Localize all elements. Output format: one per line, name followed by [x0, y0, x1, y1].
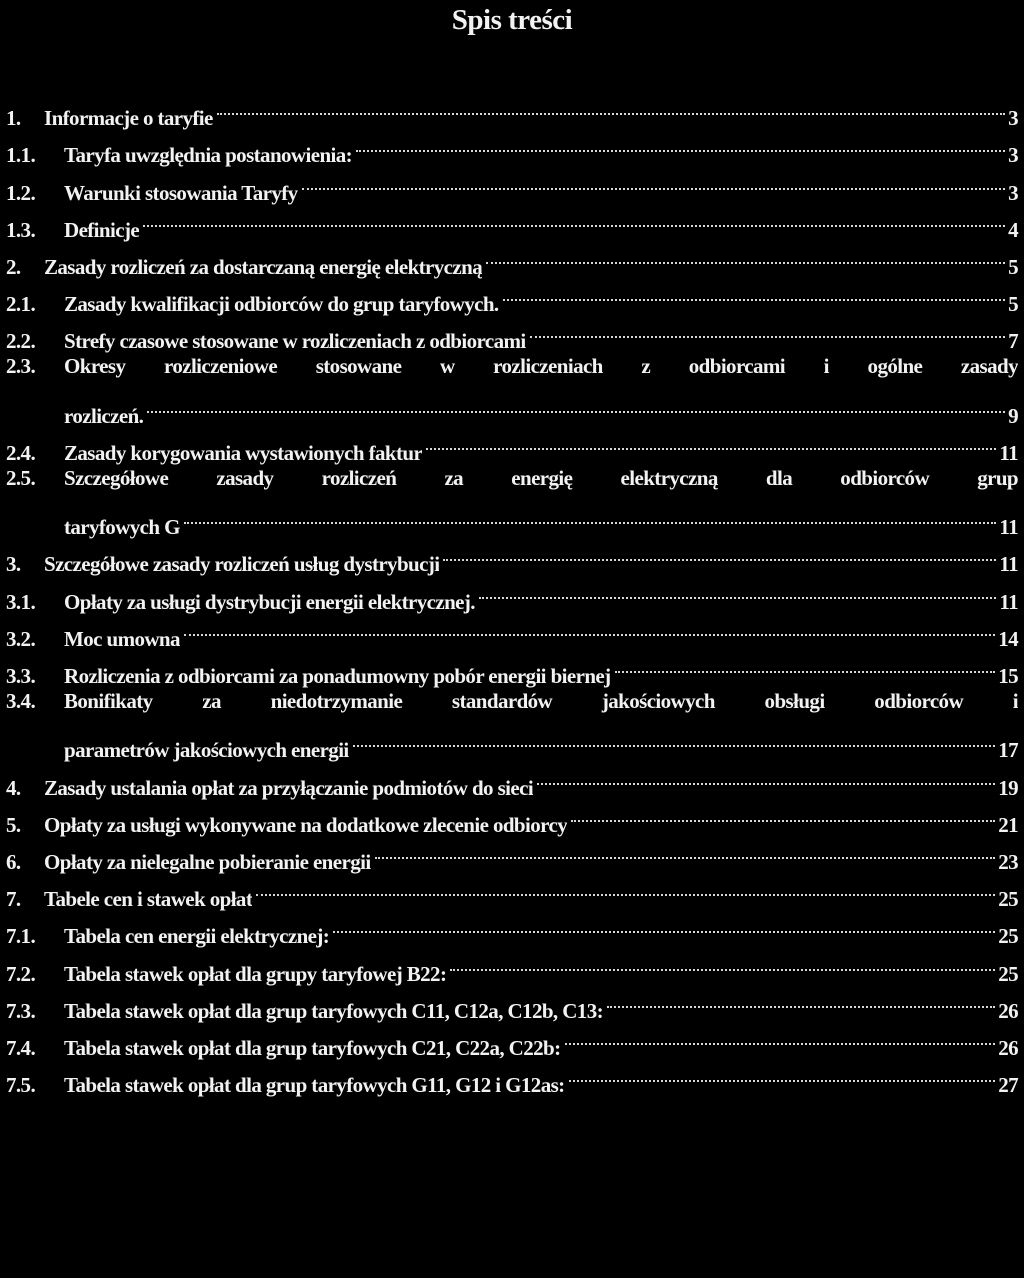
toc-entry-number: 7.2. [6, 961, 36, 986]
toc-entry-title: Rozliczenia z odbiorcami za ponadumowny pobór energii biernej [64, 664, 611, 688]
toc-entry-title: Zasady ustalania opłat za przyłączanie podmiotów do sieci [44, 775, 534, 800]
toc-entry[interactable] [6, 757, 1018, 800]
toc-page-number: 11 [999, 515, 1018, 540]
toc-entry-number: 1.3. [6, 217, 36, 242]
toc-entry[interactable] [6, 1018, 1018, 1060]
toc-entry-number: 1. [6, 106, 21, 131]
toc-entry-number: 5. [6, 812, 21, 837]
toc-dot-leader [530, 311, 1005, 348]
toc-entry[interactable] [6, 348, 1018, 428]
toc-entry[interactable] [6, 1055, 1018, 1098]
toc-dot-leader [184, 497, 996, 534]
toc-entry[interactable] [6, 646, 1018, 688]
toc-entry[interactable] [6, 571, 1018, 614]
toc-entry[interactable] [6, 88, 1018, 131]
toc-page-number: 4 [1008, 217, 1018, 242]
toc-page-number: 25 [998, 924, 1018, 949]
toc-entry[interactable] [6, 274, 1018, 317]
toc-entry[interactable] [6, 795, 1018, 837]
toc-page-number: 3 [1008, 180, 1018, 205]
toc-dot-leader [486, 237, 1005, 274]
toc-dot-leader [184, 609, 995, 646]
toc-entry-title: Moc umowna [64, 626, 180, 651]
toc-entry[interactable] [6, 237, 1018, 279]
toc-dot-leader [571, 795, 995, 832]
toc-entry[interactable] [6, 125, 1018, 168]
toc-entry-number: 7. [6, 887, 21, 912]
toc-page-number: 9 [1008, 403, 1018, 428]
toc-page-number: 23 [998, 849, 1018, 874]
toc-page-number: 26 [998, 998, 1018, 1023]
toc-page-number: 25 [998, 961, 1018, 986]
toc-dot-leader [450, 943, 995, 980]
table-of-contents [6, 88, 1018, 1098]
toc-entry[interactable] [6, 200, 1018, 242]
toc-entry[interactable] [6, 683, 1018, 763]
toc-entry-number: 7.5. [6, 1073, 36, 1098]
toc-entry-title: Opłaty za usługi dystrybucji energii elektrycznej. [64, 589, 475, 614]
toc-entry-title: Tabela stawek opłat dla grup taryfowych C21, C22a, C22b: [64, 1035, 561, 1060]
toc-dot-leader [302, 162, 1006, 199]
toc-dot-leader [353, 720, 996, 757]
page-title: Spis treści [451, 4, 573, 36]
toc-dot-leader [143, 200, 1005, 237]
toc-entry[interactable] [6, 943, 1018, 986]
toc-dot-leader [565, 1018, 996, 1055]
toc-entry-number: 3.2. [6, 626, 36, 651]
toc-page-number: 25 [998, 887, 1018, 912]
toc-entry[interactable] [6, 832, 1018, 874]
toc-entry-title: Definicje [64, 217, 140, 242]
toc-entry-title: Zasady rozliczeń za dostarczaną energię elektryczną [44, 254, 483, 279]
toc-entry-title: Warunki stosowania Taryfy [64, 180, 298, 205]
toc-entry-title: Tabele cen i stawek opłat [44, 887, 253, 912]
toc-entry-number: 3.3. [6, 664, 36, 688]
toc-dot-leader [375, 832, 996, 869]
toc-entry-title: Tabela cen energii elektrycznej: [64, 924, 330, 949]
toc-entry-title: Zasady kwalifikacji odbiorców do grup taryfowych. [64, 292, 499, 317]
toc-entry[interactable] [6, 981, 1018, 1023]
toc-page-number: 14 [998, 626, 1018, 651]
toc-entry-title-continued: parametrów jakościowych energii [64, 738, 349, 763]
toc-dot-leader [479, 571, 996, 608]
toc-entry-title-continued: taryfowych G [64, 515, 180, 540]
toc-entry-title: Bonifikaty za niedotrzymanie standardów jakościowych obsługi odbiorców i [64, 689, 1018, 713]
toc-entry-number: 3.4. [6, 689, 36, 713]
toc-entry-number: 3.1. [6, 589, 36, 614]
toc-dot-leader [569, 1055, 996, 1092]
toc-entry-number: 3. [6, 552, 21, 577]
toc-entry-title: Szczegółowe zasady rozliczeń usług dystrybucji [44, 552, 440, 577]
toc-page-number: 5 [1008, 254, 1018, 279]
toc-entry[interactable] [6, 609, 1018, 651]
toc-entry-number: 2.4. [6, 440, 36, 465]
toc-entry[interactable] [6, 162, 1018, 205]
toc-page-number: 21 [998, 812, 1018, 837]
toc-entry-number: 7.3. [6, 998, 36, 1023]
toc-entry-number: 2. [6, 254, 21, 279]
toc-entry-number: 7.1. [6, 924, 36, 949]
toc-entry-title: Tabela stawek opłat dla grup taryfowych C11, C12a, C12b, C13: [64, 998, 603, 1023]
toc-entry[interactable] [6, 534, 1018, 577]
toc-entry-number: 2.3. [6, 354, 36, 379]
toc-page-number: 19 [998, 775, 1018, 800]
toc-dot-leader [217, 88, 1005, 125]
toc-entry[interactable] [6, 311, 1018, 354]
toc-dot-leader [537, 757, 995, 794]
toc-entry-number: 2.1. [6, 292, 36, 317]
toc-entry-title: Okresy rozliczeniowe stosowane w rozliczeniach z odbiorcami i ogólne zasady [64, 354, 1018, 379]
toc-entry-title: Strefy czasowe stosowane w rozliczeniach z odbiorcami [64, 329, 526, 354]
toc-entry-number: 1.2. [6, 180, 36, 205]
toc-entry-title: Tabela stawek opłat dla grup taryfowych G11, G12 i G12as: [64, 1073, 565, 1098]
toc-entry-number: 4. [6, 775, 21, 800]
toc-page-number: 5 [1008, 292, 1018, 317]
toc-dot-leader [426, 423, 996, 460]
toc-page-number: 7 [1008, 329, 1018, 354]
toc-entry-title-continued: rozliczeń. [64, 403, 144, 428]
toc-page-number: 3 [1008, 143, 1018, 168]
toc-entry-title: Tabela stawek opłat dla grupy taryfowej B22: [64, 961, 447, 986]
toc-dot-leader [503, 274, 1006, 311]
toc-entry-title: Informacje o taryfie [44, 106, 213, 131]
toc-entry-title: Szczegółowe zasady rozliczeń za energię elektryczną dla odbiorców grup [64, 465, 1018, 490]
toc-entry-number: 7.4. [6, 1035, 36, 1060]
toc-entry-title: Opłaty za nielegalne pobieranie energii [44, 849, 371, 874]
toc-dot-leader [256, 869, 995, 906]
toc-dot-leader [356, 125, 1005, 162]
toc-entry[interactable] [6, 869, 1018, 912]
toc-entry[interactable] [6, 906, 1018, 949]
toc-entry-number: 6. [6, 849, 21, 874]
toc-page-number: 27 [998, 1073, 1018, 1098]
toc-entry[interactable] [6, 423, 1018, 465]
toc-page-number: 17 [998, 738, 1018, 763]
toc-entry-number: 1.1. [6, 143, 36, 168]
toc-page-number: 11 [999, 552, 1018, 577]
toc-page-number: 11 [999, 589, 1018, 614]
toc-entry[interactable] [6, 460, 1018, 540]
toc-page-number: 3 [1008, 106, 1018, 131]
toc-entry-number: 2.2. [6, 329, 36, 354]
toc-dot-leader [333, 906, 995, 943]
toc-entry-title: Zasady korygowania wystawionych faktur [64, 440, 423, 465]
toc-entry-title: Opłaty za usługi wykonywane na dodatkowe zlecenie odbiorcy [44, 812, 568, 837]
toc-dot-leader [615, 646, 996, 683]
toc-dot-leader [147, 386, 1005, 423]
toc-dot-leader [607, 981, 995, 1018]
toc-page-number: 11 [999, 440, 1018, 465]
toc-dot-leader [443, 534, 996, 571]
toc-entry-number: 2.5. [6, 465, 36, 490]
toc-page-number: 26 [998, 1035, 1018, 1060]
toc-entry-title: Taryfa uwzględnia postanowienia: [64, 143, 353, 168]
toc-page-number: 15 [998, 664, 1018, 688]
